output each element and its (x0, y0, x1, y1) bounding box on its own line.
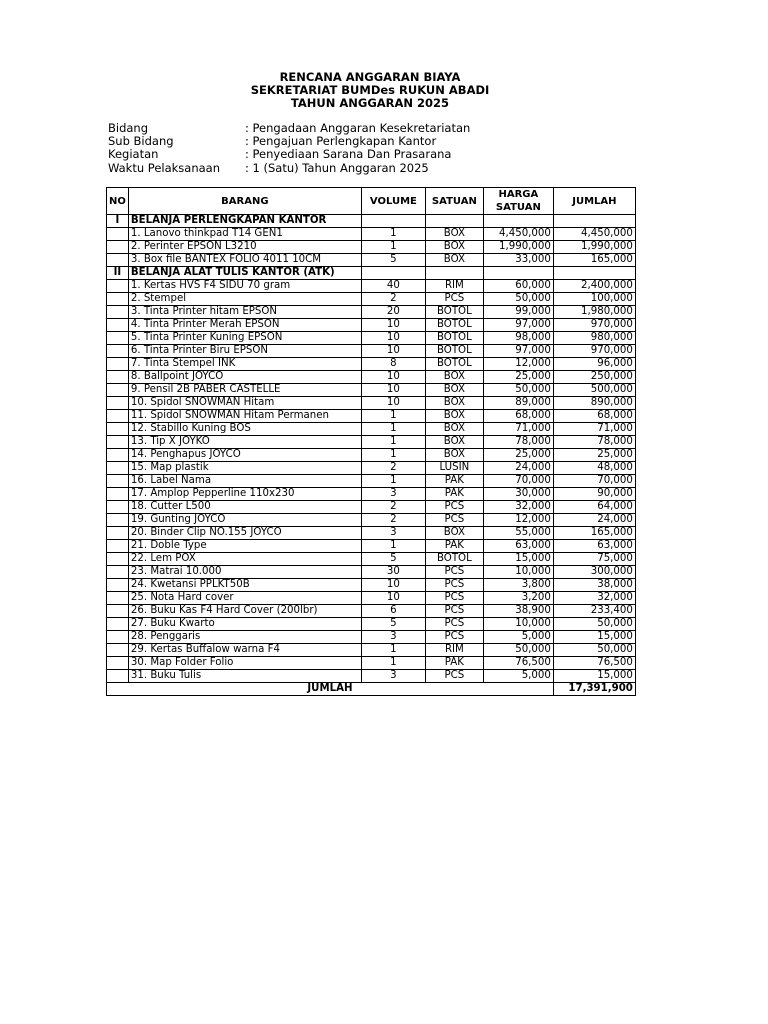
item-volume: 10 (361, 592, 425, 605)
section-header-row (107, 267, 636, 280)
item-total: 48,000 (553, 462, 635, 475)
item-volume: 10 (361, 384, 425, 397)
item-unit-price: 3,200 (483, 592, 553, 605)
no-cell (107, 306, 129, 319)
item-volume: 2 (361, 514, 425, 527)
no-cell (107, 293, 129, 306)
item-unit-price: 50,000 (483, 293, 553, 306)
item-total: 50,000 (553, 644, 635, 657)
no-cell (107, 540, 129, 553)
table-row (107, 397, 636, 410)
info-block (108, 122, 470, 175)
item-volume: 1 (361, 644, 425, 657)
item-unit: PAK (425, 475, 483, 488)
item-name: 8. Ballpoint JOYCO (128, 371, 361, 384)
table-row (107, 371, 636, 384)
info-value: : 1 (Satu) Tahun Anggaran 2025 (245, 160, 429, 175)
item-name: 6. Tinta Printer Biru EPSON (128, 345, 361, 358)
item-unit-price: 24,000 (483, 462, 553, 475)
item-total: 70,000 (553, 475, 635, 488)
table-row (107, 553, 636, 566)
item-name: 24. Kwetansi PPLKT50B (128, 579, 361, 592)
item-total: 90,000 (553, 488, 635, 501)
no-cell (107, 618, 129, 631)
item-name: 10. Spidol SNOWMAN Hitam (128, 397, 361, 410)
section-number: I (107, 215, 129, 228)
item-name: 1. Kertas HVS F4 SIDU 70 gram (128, 280, 361, 293)
table-row (107, 319, 636, 332)
item-unit-price: 50,000 (483, 384, 553, 397)
item-total: 96,000 (553, 358, 635, 371)
table-row (107, 566, 636, 579)
item-total: 165,000 (553, 527, 635, 540)
item-total: 68,000 (553, 410, 635, 423)
item-name: 28. Penggaris (128, 631, 361, 644)
item-name: 9. Pensil 2B PABER CASTELLE (128, 384, 361, 397)
item-volume: 3 (361, 488, 425, 501)
item-unit-price: 63,000 (483, 540, 553, 553)
item-name: 1. Lanovo thinkpad T14 GEN1 (128, 228, 361, 241)
item-total: 4,450,000 (553, 228, 635, 241)
item-name: 16. Label Nama (128, 475, 361, 488)
no-cell (107, 371, 129, 384)
item-unit-price: 25,000 (483, 449, 553, 462)
item-total: 500,000 (553, 384, 635, 397)
item-volume: 1 (361, 449, 425, 462)
table-row (107, 384, 636, 397)
info-label: Sub Bidang (108, 134, 174, 149)
section-title: BELANJA ALAT TULIS KANTOR (ATK) (128, 267, 361, 280)
item-total: 38,000 (553, 579, 635, 592)
item-volume: 2 (361, 462, 425, 475)
item-name: 19. Gunting JOYCO (128, 514, 361, 527)
item-unit-price: 76,500 (483, 657, 553, 670)
no-cell (107, 592, 129, 605)
table-row (107, 618, 636, 631)
item-unit-price: 10,000 (483, 618, 553, 631)
item-unit: BOX (425, 410, 483, 423)
table-row (107, 540, 636, 553)
item-unit-price: 50,000 (483, 644, 553, 657)
item-volume: 8 (361, 358, 425, 371)
no-cell (107, 475, 129, 488)
item-volume: 1 (361, 410, 425, 423)
item-unit: PCS (425, 670, 483, 683)
table-row (107, 488, 636, 501)
info-value: : Penyediaan Sarana Dan Prasarana (245, 147, 452, 162)
table-row (107, 670, 636, 683)
item-name: 26. Buku Kas F4 Hard Cover (200lbr) (128, 605, 361, 618)
no-cell (107, 462, 129, 475)
item-volume: 10 (361, 319, 425, 332)
empty-cell (361, 215, 425, 228)
item-unit: LUSIN (425, 462, 483, 475)
item-volume: 2 (361, 293, 425, 306)
item-total: 1,980,000 (553, 306, 635, 319)
item-unit-price: 4,450,000 (483, 228, 553, 241)
item-volume: 6 (361, 605, 425, 618)
item-unit-price: 10,000 (483, 566, 553, 579)
empty-cell (553, 215, 635, 228)
table-row (107, 462, 636, 475)
item-unit-price: 78,000 (483, 436, 553, 449)
item-volume: 1 (361, 228, 425, 241)
table-row (107, 657, 636, 670)
no-cell (107, 358, 129, 371)
organization-title: SEKRETARIAT BUMDes RUKUN ABADI (250, 83, 490, 97)
item-unit: RIM (425, 280, 483, 293)
item-total: 100,000 (553, 293, 635, 306)
item-total: 64,000 (553, 501, 635, 514)
header-jumlah: JUMLAH (553, 188, 635, 215)
item-name: 12. Stabillo Kuning BOS (128, 423, 361, 436)
table-row (107, 293, 636, 306)
section-header-row (107, 215, 636, 228)
item-unit: PCS (425, 592, 483, 605)
item-name: 15. Map plastik (128, 462, 361, 475)
item-unit: PAK (425, 488, 483, 501)
no-cell (107, 566, 129, 579)
table-row (107, 631, 636, 644)
item-unit: BOTOL (425, 358, 483, 371)
item-unit: PCS (425, 579, 483, 592)
no-cell (107, 449, 129, 462)
no-cell (107, 332, 129, 345)
item-name: 21. Doble Type (128, 540, 361, 553)
table-row (107, 644, 636, 657)
item-total: 24,000 (553, 514, 635, 527)
item-volume: 10 (361, 345, 425, 358)
item-name: 5. Tinta Printer Kuning EPSON (128, 332, 361, 345)
item-unit-price: 89,000 (483, 397, 553, 410)
item-unit: PCS (425, 514, 483, 527)
item-name: 18. Cutter L500 (128, 501, 361, 514)
item-unit: BOX (425, 371, 483, 384)
item-unit-price: 5,000 (483, 631, 553, 644)
item-total: 25,000 (553, 449, 635, 462)
item-unit-price: 33,000 (483, 254, 553, 267)
table-row (107, 501, 636, 514)
item-volume: 30 (361, 566, 425, 579)
item-unit-price: 55,000 (483, 527, 553, 540)
item-total: 75,000 (553, 553, 635, 566)
item-unit: PAK (425, 657, 483, 670)
item-volume: 3 (361, 670, 425, 683)
no-cell (107, 254, 129, 267)
table-row (107, 592, 636, 605)
item-volume: 5 (361, 553, 425, 566)
item-total: 32,000 (553, 592, 635, 605)
item-volume: 5 (361, 618, 425, 631)
item-name: 2. Perinter EPSON L3210 (128, 241, 361, 254)
item-unit-price: 12,000 (483, 514, 553, 527)
item-unit: BOX (425, 384, 483, 397)
item-name: 11. Spidol SNOWMAN Hitam Permanen (128, 410, 361, 423)
item-unit: BOX (425, 449, 483, 462)
item-unit: PCS (425, 293, 483, 306)
item-unit: BOX (425, 254, 483, 267)
empty-cell (425, 267, 483, 280)
no-cell (107, 488, 129, 501)
item-total: 50,000 (553, 618, 635, 631)
item-volume: 3 (361, 527, 425, 540)
empty-cell (553, 267, 635, 280)
item-unit: BOTOL (425, 345, 483, 358)
budget-year-title: TAHUN ANGGARAN 2025 (290, 96, 450, 110)
item-unit-price: 70,000 (483, 475, 553, 488)
total-value: 17,391,900 (553, 683, 635, 696)
total-row (107, 683, 636, 696)
no-cell (107, 657, 129, 670)
table-row (107, 280, 636, 293)
no-cell (107, 384, 129, 397)
table-row (107, 449, 636, 462)
header-no: NO (107, 188, 129, 215)
item-unit-price: 38,900 (483, 605, 553, 618)
item-name: 20. Binder Clip NO.155 JOYCO (128, 527, 361, 540)
info-row-waktu (108, 162, 470, 175)
item-unit: BOX (425, 436, 483, 449)
item-unit: RIM (425, 644, 483, 657)
item-name: 3. Box file BANTEX FOLIO 4011 10CM (128, 254, 361, 267)
table-body (107, 215, 636, 683)
item-volume: 1 (361, 475, 425, 488)
item-unit: PCS (425, 631, 483, 644)
item-total: 970,000 (553, 345, 635, 358)
item-unit: PCS (425, 618, 483, 631)
info-row-kegiatan (108, 148, 470, 161)
item-unit-price: 98,000 (483, 332, 553, 345)
no-cell (107, 514, 129, 527)
item-volume: 10 (361, 397, 425, 410)
no-cell (107, 241, 129, 254)
item-unit: BOX (425, 423, 483, 436)
no-cell (107, 605, 129, 618)
item-name: 17. Amplop Pepperline 110x230 (128, 488, 361, 501)
item-unit: BOX (425, 397, 483, 410)
item-volume: 2 (361, 501, 425, 514)
header-volume: VOLUME (361, 188, 425, 215)
info-value: : Pengadaan Anggaran Kesekretariatan (245, 121, 471, 135)
item-name: 27. Buku Kwarto (128, 618, 361, 631)
budget-table (106, 187, 636, 696)
table-row (107, 254, 636, 267)
item-volume: 40 (361, 280, 425, 293)
info-label: Kegiatan (108, 147, 159, 162)
item-unit-price: 99,000 (483, 306, 553, 319)
table-row (107, 332, 636, 345)
table-row (107, 358, 636, 371)
item-unit-price: 60,000 (483, 280, 553, 293)
item-name: 23. Matrai 10.000 (128, 566, 361, 579)
item-unit-price: 5,000 (483, 670, 553, 683)
item-unit: PAK (425, 540, 483, 553)
document-title: RENCANA ANGGARAN BIAYA (279, 70, 461, 84)
table-row (107, 475, 636, 488)
item-name: 22. Lem POX (128, 553, 361, 566)
header-harga-satuan (483, 188, 553, 215)
item-volume: 10 (361, 332, 425, 345)
no-cell (107, 527, 129, 540)
table-row (107, 436, 636, 449)
item-unit-price: 25,000 (483, 371, 553, 384)
item-total: 78,000 (553, 436, 635, 449)
no-cell (107, 345, 129, 358)
no-cell (107, 423, 129, 436)
item-volume: 10 (361, 579, 425, 592)
item-name: 13. Tip X JOYKO (128, 436, 361, 449)
item-unit: BOTOL (425, 553, 483, 566)
item-total: 250,000 (553, 371, 635, 384)
item-unit: PCS (425, 501, 483, 514)
empty-cell (483, 215, 553, 228)
item-unit-price: 32,000 (483, 501, 553, 514)
item-total: 890,000 (553, 397, 635, 410)
item-volume: 1 (361, 657, 425, 670)
item-total: 165,000 (553, 254, 635, 267)
table-row (107, 605, 636, 618)
total-label: JUMLAH (107, 683, 554, 696)
item-total: 63,000 (553, 540, 635, 553)
item-total: 970,000 (553, 319, 635, 332)
item-unit: PCS (425, 566, 483, 579)
item-name: 14. Penghapus JOYCO (128, 449, 361, 462)
no-cell (107, 631, 129, 644)
item-unit-price: 97,000 (483, 345, 553, 358)
info-label: Bidang (108, 121, 149, 135)
item-unit: BOTOL (425, 306, 483, 319)
no-cell (107, 410, 129, 423)
table-row (107, 306, 636, 319)
item-name: 29. Kertas Buffalow warna F4 (128, 644, 361, 657)
item-unit-price: 12,000 (483, 358, 553, 371)
item-unit: BOTOL (425, 319, 483, 332)
info-label: Waktu Pelaksanaan (108, 160, 221, 175)
no-cell (107, 436, 129, 449)
no-cell (107, 579, 129, 592)
item-name: 7. Tinta Stempel INK (128, 358, 361, 371)
header-harga-line2: SATUAN (495, 202, 541, 213)
table-row (107, 345, 636, 358)
empty-cell (425, 215, 483, 228)
item-name: 30. Map Folder Folio (128, 657, 361, 670)
table-row (107, 579, 636, 592)
item-total: 76,500 (553, 657, 635, 670)
info-value: : Pengajuan Perlengkapan Kantor (245, 134, 437, 149)
table-header-row (107, 188, 636, 215)
item-total: 15,000 (553, 670, 635, 683)
no-cell (107, 501, 129, 514)
no-cell (107, 397, 129, 410)
table-row (107, 241, 636, 254)
table-row (107, 228, 636, 241)
header-harga-line1: HARGA (498, 189, 539, 200)
item-unit-price: 68,000 (483, 410, 553, 423)
item-name: 31. Buku Tulis (128, 670, 361, 683)
table-row (107, 527, 636, 540)
item-total: 71,000 (553, 423, 635, 436)
item-volume: 20 (361, 306, 425, 319)
item-unit: BOX (425, 241, 483, 254)
item-total: 15,000 (553, 631, 635, 644)
no-cell (107, 670, 129, 683)
section-title: BELANJA PERLENGKAPAN KANTOR (128, 215, 361, 228)
no-cell (107, 228, 129, 241)
no-cell (107, 553, 129, 566)
item-volume: 10 (361, 371, 425, 384)
item-unit-price: 1,990,000 (483, 241, 553, 254)
item-total: 1,990,000 (553, 241, 635, 254)
item-volume: 1 (361, 540, 425, 553)
item-name: 2. Stempel (128, 293, 361, 306)
item-volume: 1 (361, 436, 425, 449)
item-volume: 5 (361, 254, 425, 267)
item-name: 25. Nota Hard cover (128, 592, 361, 605)
item-volume: 1 (361, 423, 425, 436)
item-total: 233,400 (553, 605, 635, 618)
empty-cell (483, 267, 553, 280)
item-unit: BOTOL (425, 332, 483, 345)
item-unit-price: 71,000 (483, 423, 553, 436)
item-total: 300,000 (553, 566, 635, 579)
item-total: 2,400,000 (553, 280, 635, 293)
item-name: 4. Tinta Printer Merah EPSON (128, 319, 361, 332)
header-barang: BARANG (128, 188, 361, 215)
item-unit-price: 3,800 (483, 579, 553, 592)
item-unit: BOX (425, 527, 483, 540)
item-unit: PCS (425, 605, 483, 618)
item-volume: 3 (361, 631, 425, 644)
table-row (107, 514, 636, 527)
item-unit-price: 97,000 (483, 319, 553, 332)
section-number: II (107, 267, 129, 280)
item-total: 980,000 (553, 332, 635, 345)
empty-cell (361, 267, 425, 280)
item-name: 3. Tinta Printer hitam EPSON (128, 306, 361, 319)
item-unit: BOX (425, 228, 483, 241)
no-cell (107, 644, 129, 657)
table-row (107, 423, 636, 436)
header-satuan: SATUAN (425, 188, 483, 215)
item-volume: 1 (361, 241, 425, 254)
no-cell (107, 319, 129, 332)
item-unit-price: 30,000 (483, 488, 553, 501)
no-cell (107, 280, 129, 293)
table-row (107, 410, 636, 423)
item-unit-price: 15,000 (483, 553, 553, 566)
